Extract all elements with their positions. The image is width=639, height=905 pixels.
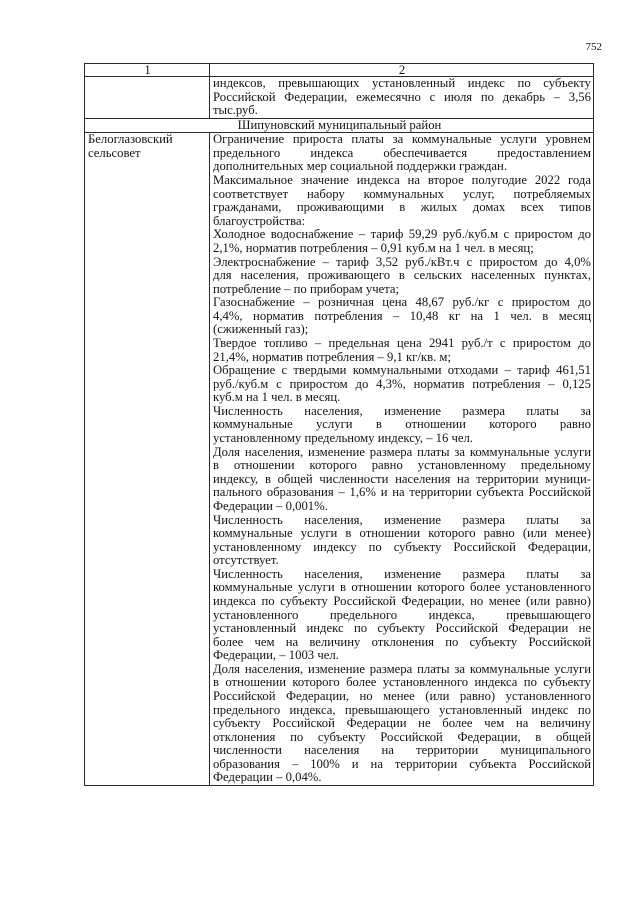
section-header-row	[85, 118, 594, 133]
paragraph-line: пального образования – 1,6% и на территории субъекта Российской	[213, 486, 591, 500]
paragraph-line: Численность населения, изменение размера платы за	[213, 567, 591, 581]
paragraph-line: более чем на величину отклонения по субъекту Российской	[213, 635, 591, 649]
paragraph-line: в отношении которого более установленного индекса по субъекту	[213, 676, 591, 690]
paragraph-line: индексу, в общей численности населения на территории муници-	[213, 472, 591, 486]
column-header-row	[85, 64, 594, 77]
paragraph	[213, 446, 591, 514]
paragraph-line: индекса по субъекту Российской Федерации, но менее (или равно)	[213, 594, 591, 608]
municipality-name-line: Белоглазовский	[88, 133, 173, 147]
paragraph-line: куб.м на 1 чел. в месяц.	[213, 391, 341, 405]
continuation-left-cell	[85, 77, 210, 119]
continuation-line: тыс.руб.	[213, 104, 258, 118]
paragraph-line: дополнительных мер социальной поддержки граждан.	[213, 160, 508, 174]
paragraph-line: Максимальное значение индекса на второе полугодие 2022 года	[213, 174, 591, 188]
paragraph-line: предельного индекса обеспечивается предоставлением	[213, 146, 591, 160]
paragraph-line: Численность населения, изменение размера платы за	[213, 513, 591, 527]
continuation-text-cell	[210, 77, 594, 119]
paragraph-line: Федерации – 0,001%.	[213, 499, 328, 513]
paragraph-line: отклонения по субъекту Российской Федерации, в общей	[213, 730, 591, 744]
paragraph	[213, 663, 591, 785]
paragraph-line: соответствует набору коммунальных услуг, потребляемых	[213, 187, 591, 201]
paragraph-line: Федерации – 0,04%.	[213, 771, 322, 785]
paragraph-line: коммунальные услуги в отношении которого равно (или менее)	[213, 527, 591, 541]
paragraph-line: Доля населения, изменение размера платы за коммунальные услуги	[213, 662, 591, 676]
paragraph	[213, 133, 591, 174]
section-title: Шипуновский муниципальный район	[85, 118, 594, 133]
paragraph-line: установленного предельного индекса, превышающего	[213, 608, 591, 622]
paragraph-line: Электроснабжение – тариф 3,52 руб./кВт.ч с приростом до 4,0%	[213, 255, 591, 269]
paragraph-line: Холодное водоснабжение – тариф 59,29 руб./куб.м с приростом до	[213, 228, 591, 242]
paragraph-line: 21,4%, норматив потребления – 9,1 кг/кв. м;	[213, 350, 451, 364]
paragraph-line: предельного индекса, превышающего установленный индекс по	[213, 703, 591, 717]
paragraph-line: Газоснабжение – розничная цена 48,67 руб./кг с приростом до	[213, 296, 591, 310]
paragraph-line: Ограничение прироста платы за коммунальные услуги уровнем	[213, 133, 591, 147]
paragraph-line: 4,4%, норматив потребления – 10,48 кг на 1 чел. в месяц	[213, 309, 591, 323]
paragraph-line: для населения, проживающего в сельских населенных пунктах,	[213, 269, 591, 283]
paragraph-line: образования – 100% и на территории субъекта Российской	[213, 757, 591, 771]
column-header-2: 2	[210, 64, 594, 77]
municipality-name-line: сельсовет	[88, 146, 141, 160]
paragraph	[213, 514, 591, 568]
paragraph-line: установленный индекс по субъекту Российской Федерации не	[213, 622, 591, 636]
paragraph-line: установленному предельному индексу, – 16 чел.	[213, 432, 473, 446]
paragraph	[213, 174, 591, 228]
page-number: 752	[585, 41, 602, 53]
paragraph	[213, 364, 591, 405]
paragraph-line: субъекту Российской Федерации не более чем на величину	[213, 717, 591, 731]
paragraph-line: 2,1%, норматив потребления – 0,91 куб.м на 1 чел. в месяц;	[213, 241, 534, 255]
paragraph-line: Доля населения, изменение размера платы за коммунальные услуги	[213, 445, 591, 459]
paragraph	[213, 337, 591, 364]
paragraph	[213, 256, 591, 297]
continuation-row	[85, 77, 594, 119]
paragraph	[213, 296, 591, 337]
paragraph-line: численности населения на территории муниципального	[213, 744, 591, 758]
paragraph-line: (сжиженный газ);	[213, 323, 309, 337]
paragraph-line: благоустройства:	[213, 214, 306, 228]
paragraph-line: Численность населения, изменение размера платы за	[213, 404, 591, 418]
paragraph-line: установленному индексу по субъекту Российской Федерации,	[213, 540, 591, 554]
municipality-text-cell	[210, 133, 594, 786]
paragraph-line: потребление – по приборам учета;	[213, 282, 400, 296]
paragraph-line: Федерации, – 1003 чел.	[213, 649, 339, 663]
continuation-line: индексов, превышающих установленный индекс по субъекту	[213, 77, 591, 90]
paragraph-line: Твердое топливо – предельная цена 2941 руб./т с приростом до	[213, 336, 591, 350]
paragraph	[213, 405, 591, 446]
paragraph-line: коммунальные услуги в отношении которого более установленного	[213, 581, 591, 595]
paragraph-line: в отношении которого равно установленному предельному	[213, 459, 591, 473]
column-header-1: 1	[85, 64, 210, 77]
paragraph-line: руб./куб.м с приростом до 4,3%, норматив потребления – 0,125	[213, 377, 591, 391]
document-table	[84, 63, 594, 786]
paragraph-line: Обращение с твердыми коммунальными отходами – тариф 461,51	[213, 364, 591, 378]
paragraph-line: отсутствует.	[213, 554, 279, 568]
continuation-line: Российской Федерации, ежемесячно с июля по декабрь – 3,56	[213, 90, 591, 104]
paragraph	[213, 568, 591, 663]
municipality-name-cell	[85, 133, 210, 786]
paragraph-line: коммунальные услуги в отношении которого равно	[213, 418, 591, 432]
paragraph	[213, 228, 591, 255]
paragraph-line: Российской Федерации, но менее (или равно) установленного	[213, 690, 591, 704]
paragraph-line: гражданами, проживающими в жилых домах всех типов	[213, 201, 591, 215]
municipality-row	[85, 133, 594, 786]
